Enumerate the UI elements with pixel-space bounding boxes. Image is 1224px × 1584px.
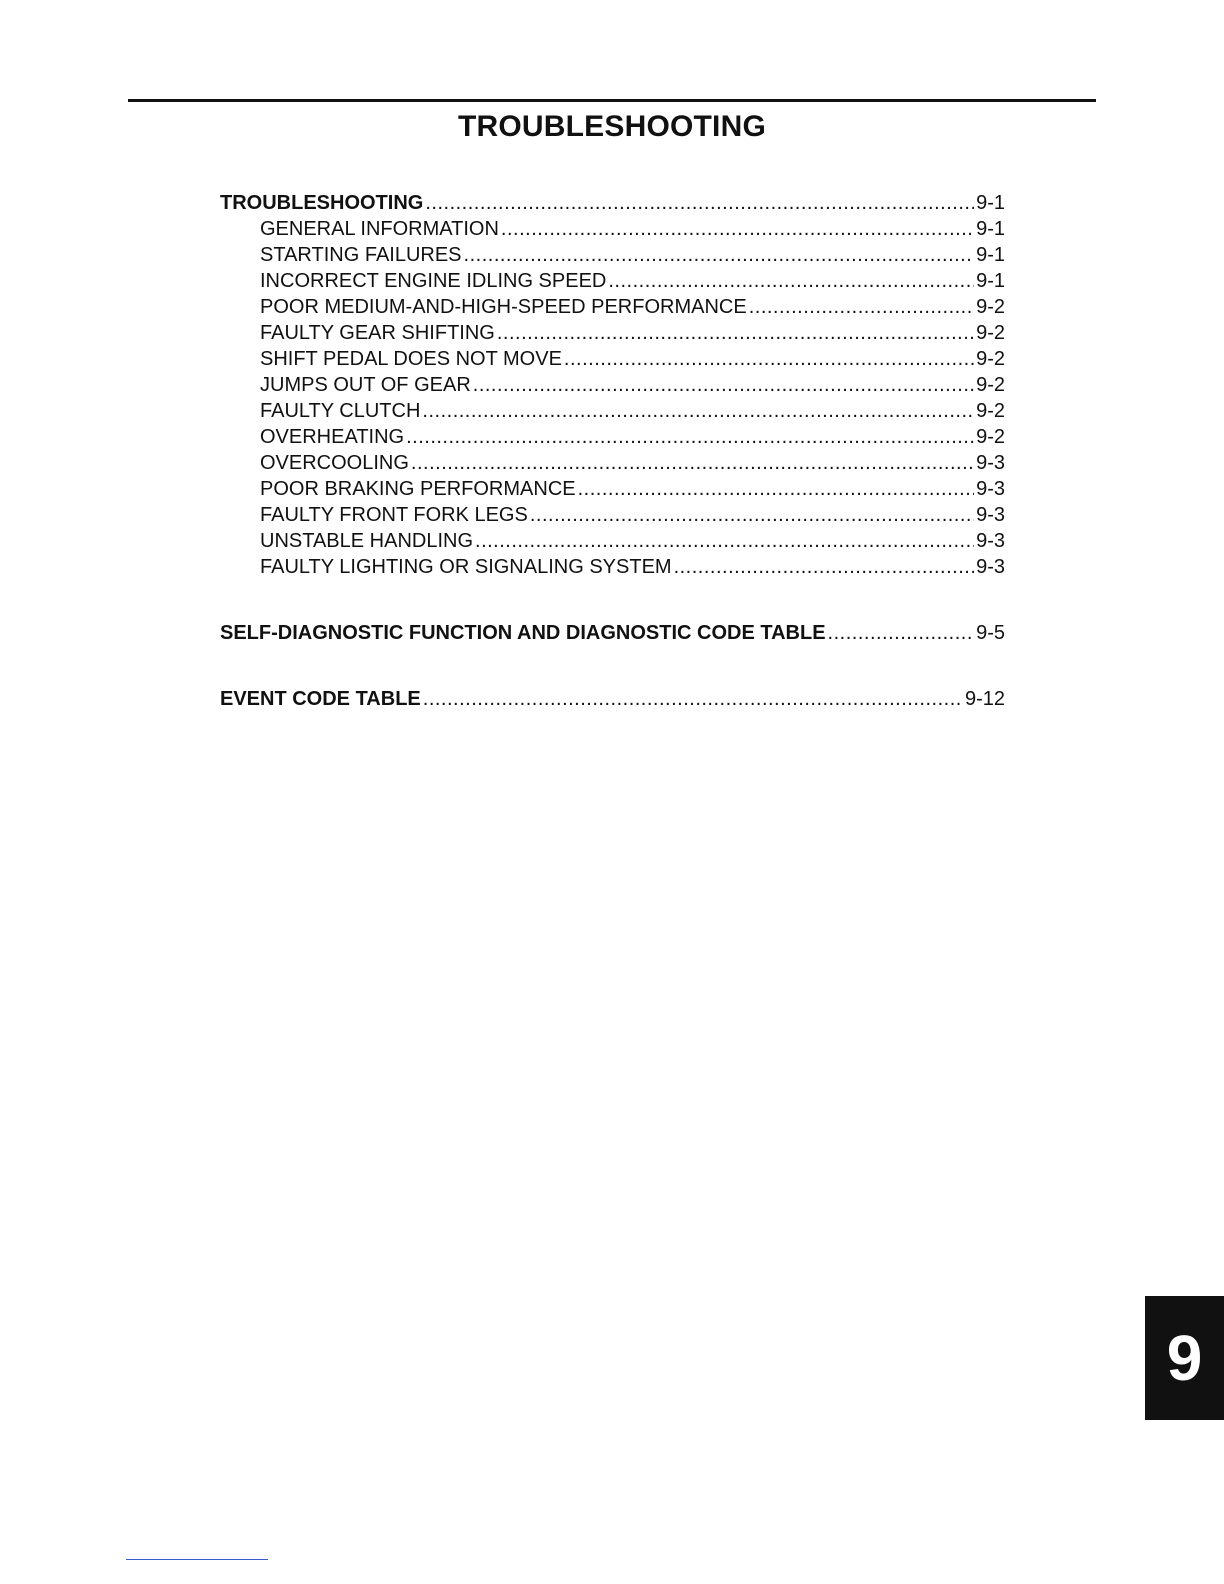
toc-dot-leader bbox=[464, 242, 975, 268]
toc-page-number: 9-2 bbox=[976, 322, 1005, 344]
toc-page-number: 9-1 bbox=[976, 192, 1005, 214]
toc-dot-leader bbox=[828, 620, 975, 646]
toc-entry-label: JUMPS OUT OF GEAR bbox=[260, 374, 471, 396]
toc-section-entry[interactable] bbox=[220, 686, 1005, 712]
toc-dot-leader bbox=[422, 398, 974, 424]
toc-entry-label: POOR BRAKING PERFORMANCE bbox=[260, 478, 576, 500]
toc-entry-label: FAULTY FRONT FORK LEGS bbox=[260, 504, 528, 526]
toc-page-number: 9-12 bbox=[964, 688, 1005, 710]
toc-page-number: 9-2 bbox=[976, 400, 1005, 422]
page-title: TROUBLESHOOTING bbox=[458, 110, 766, 143]
toc-entry-label: OVERCOOLING bbox=[260, 452, 409, 474]
toc-entry-label: EVENT CODE TABLE bbox=[220, 688, 421, 710]
toc-subsection-entry[interactable] bbox=[220, 268, 1005, 294]
toc-page-number: 9-1 bbox=[976, 244, 1005, 266]
toc-dot-leader bbox=[530, 502, 974, 528]
toc-dot-leader bbox=[749, 294, 974, 320]
toc-group bbox=[220, 190, 1005, 580]
toc-entry-label: FAULTY LIGHTING OR SIGNALING SYSTEM bbox=[260, 556, 672, 578]
toc-entry-label: SELF-DIAGNOSTIC FUNCTION AND DIAGNOSTIC CODE TABLE bbox=[220, 622, 826, 644]
toc-entry-label: UNSTABLE HANDLING bbox=[260, 530, 474, 552]
toc-subsection-entry[interactable] bbox=[220, 528, 1005, 554]
header-rule bbox=[128, 99, 1096, 102]
footer-link-rule bbox=[126, 1559, 268, 1560]
toc-subsection-entry[interactable] bbox=[220, 320, 1005, 346]
toc-section-entry[interactable] bbox=[220, 190, 1005, 216]
toc-page-number: 9-3 bbox=[976, 478, 1005, 500]
toc-page-number: 9-3 bbox=[976, 504, 1005, 526]
toc-dot-leader bbox=[564, 346, 974, 372]
toc-entry-label: POOR MEDIUM-AND-HIGH-SPEED PERFORMANCE bbox=[260, 296, 747, 318]
toc-subsection-entry[interactable] bbox=[220, 424, 1005, 450]
chapter-tab: 9 bbox=[1145, 1296, 1224, 1420]
toc-subsection-entry[interactable] bbox=[220, 294, 1005, 320]
toc-entry-label: GENERAL INFORMATION bbox=[260, 218, 499, 240]
toc-group bbox=[220, 686, 1005, 712]
toc-entry-label: INCORRECT ENGINE IDLING SPEED bbox=[260, 270, 607, 292]
toc-subsection-entry[interactable] bbox=[220, 450, 1005, 476]
toc-page-number: 9-2 bbox=[976, 426, 1005, 448]
toc-section-entry[interactable] bbox=[220, 620, 1005, 646]
toc-subsection-entry[interactable] bbox=[220, 242, 1005, 268]
toc-subsection-entry[interactable] bbox=[220, 554, 1005, 580]
toc-dot-leader bbox=[475, 528, 974, 554]
toc-subsection-entry[interactable] bbox=[220, 372, 1005, 398]
toc-entry-label: TROUBLESHOOTING bbox=[220, 192, 424, 214]
toc-group bbox=[220, 620, 1005, 646]
table-of-contents bbox=[220, 190, 1005, 712]
toc-subsection-entry[interactable] bbox=[220, 216, 1005, 242]
toc-page-number: 9-1 bbox=[976, 218, 1005, 240]
toc-subsection-entry[interactable] bbox=[220, 398, 1005, 424]
toc-entry-label: OVERHEATING bbox=[260, 426, 405, 448]
toc-entry-label: STARTING FAILURES bbox=[260, 244, 462, 266]
toc-page-number: 9-3 bbox=[976, 556, 1005, 578]
toc-page-number: 9-3 bbox=[976, 452, 1005, 474]
toc-subsection-entry[interactable] bbox=[220, 476, 1005, 502]
toc-page-number: 9-1 bbox=[976, 270, 1005, 292]
toc-dot-leader bbox=[473, 372, 974, 398]
toc-dot-leader bbox=[608, 268, 974, 294]
toc-entry-label: SHIFT PEDAL DOES NOT MOVE bbox=[260, 348, 562, 370]
toc-page-number: 9-2 bbox=[976, 296, 1005, 318]
toc-entry-label: FAULTY CLUTCH bbox=[260, 400, 421, 422]
toc-dot-leader bbox=[411, 450, 974, 476]
toc-dot-leader bbox=[425, 190, 974, 216]
toc-entry-label: FAULTY GEAR SHIFTING bbox=[260, 322, 495, 344]
toc-dot-leader bbox=[423, 686, 963, 712]
toc-page-number: 9-5 bbox=[976, 622, 1005, 644]
toc-page-number: 9-2 bbox=[976, 374, 1005, 396]
toc-dot-leader bbox=[497, 320, 974, 346]
toc-dot-leader bbox=[578, 476, 974, 502]
toc-dot-leader bbox=[674, 554, 975, 580]
toc-page-number: 9-3 bbox=[976, 530, 1005, 552]
toc-dot-leader bbox=[406, 424, 974, 450]
toc-subsection-entry[interactable] bbox=[220, 502, 1005, 528]
toc-page-number: 9-2 bbox=[976, 348, 1005, 370]
toc-dot-leader bbox=[501, 216, 974, 242]
toc-subsection-entry[interactable] bbox=[220, 346, 1005, 372]
